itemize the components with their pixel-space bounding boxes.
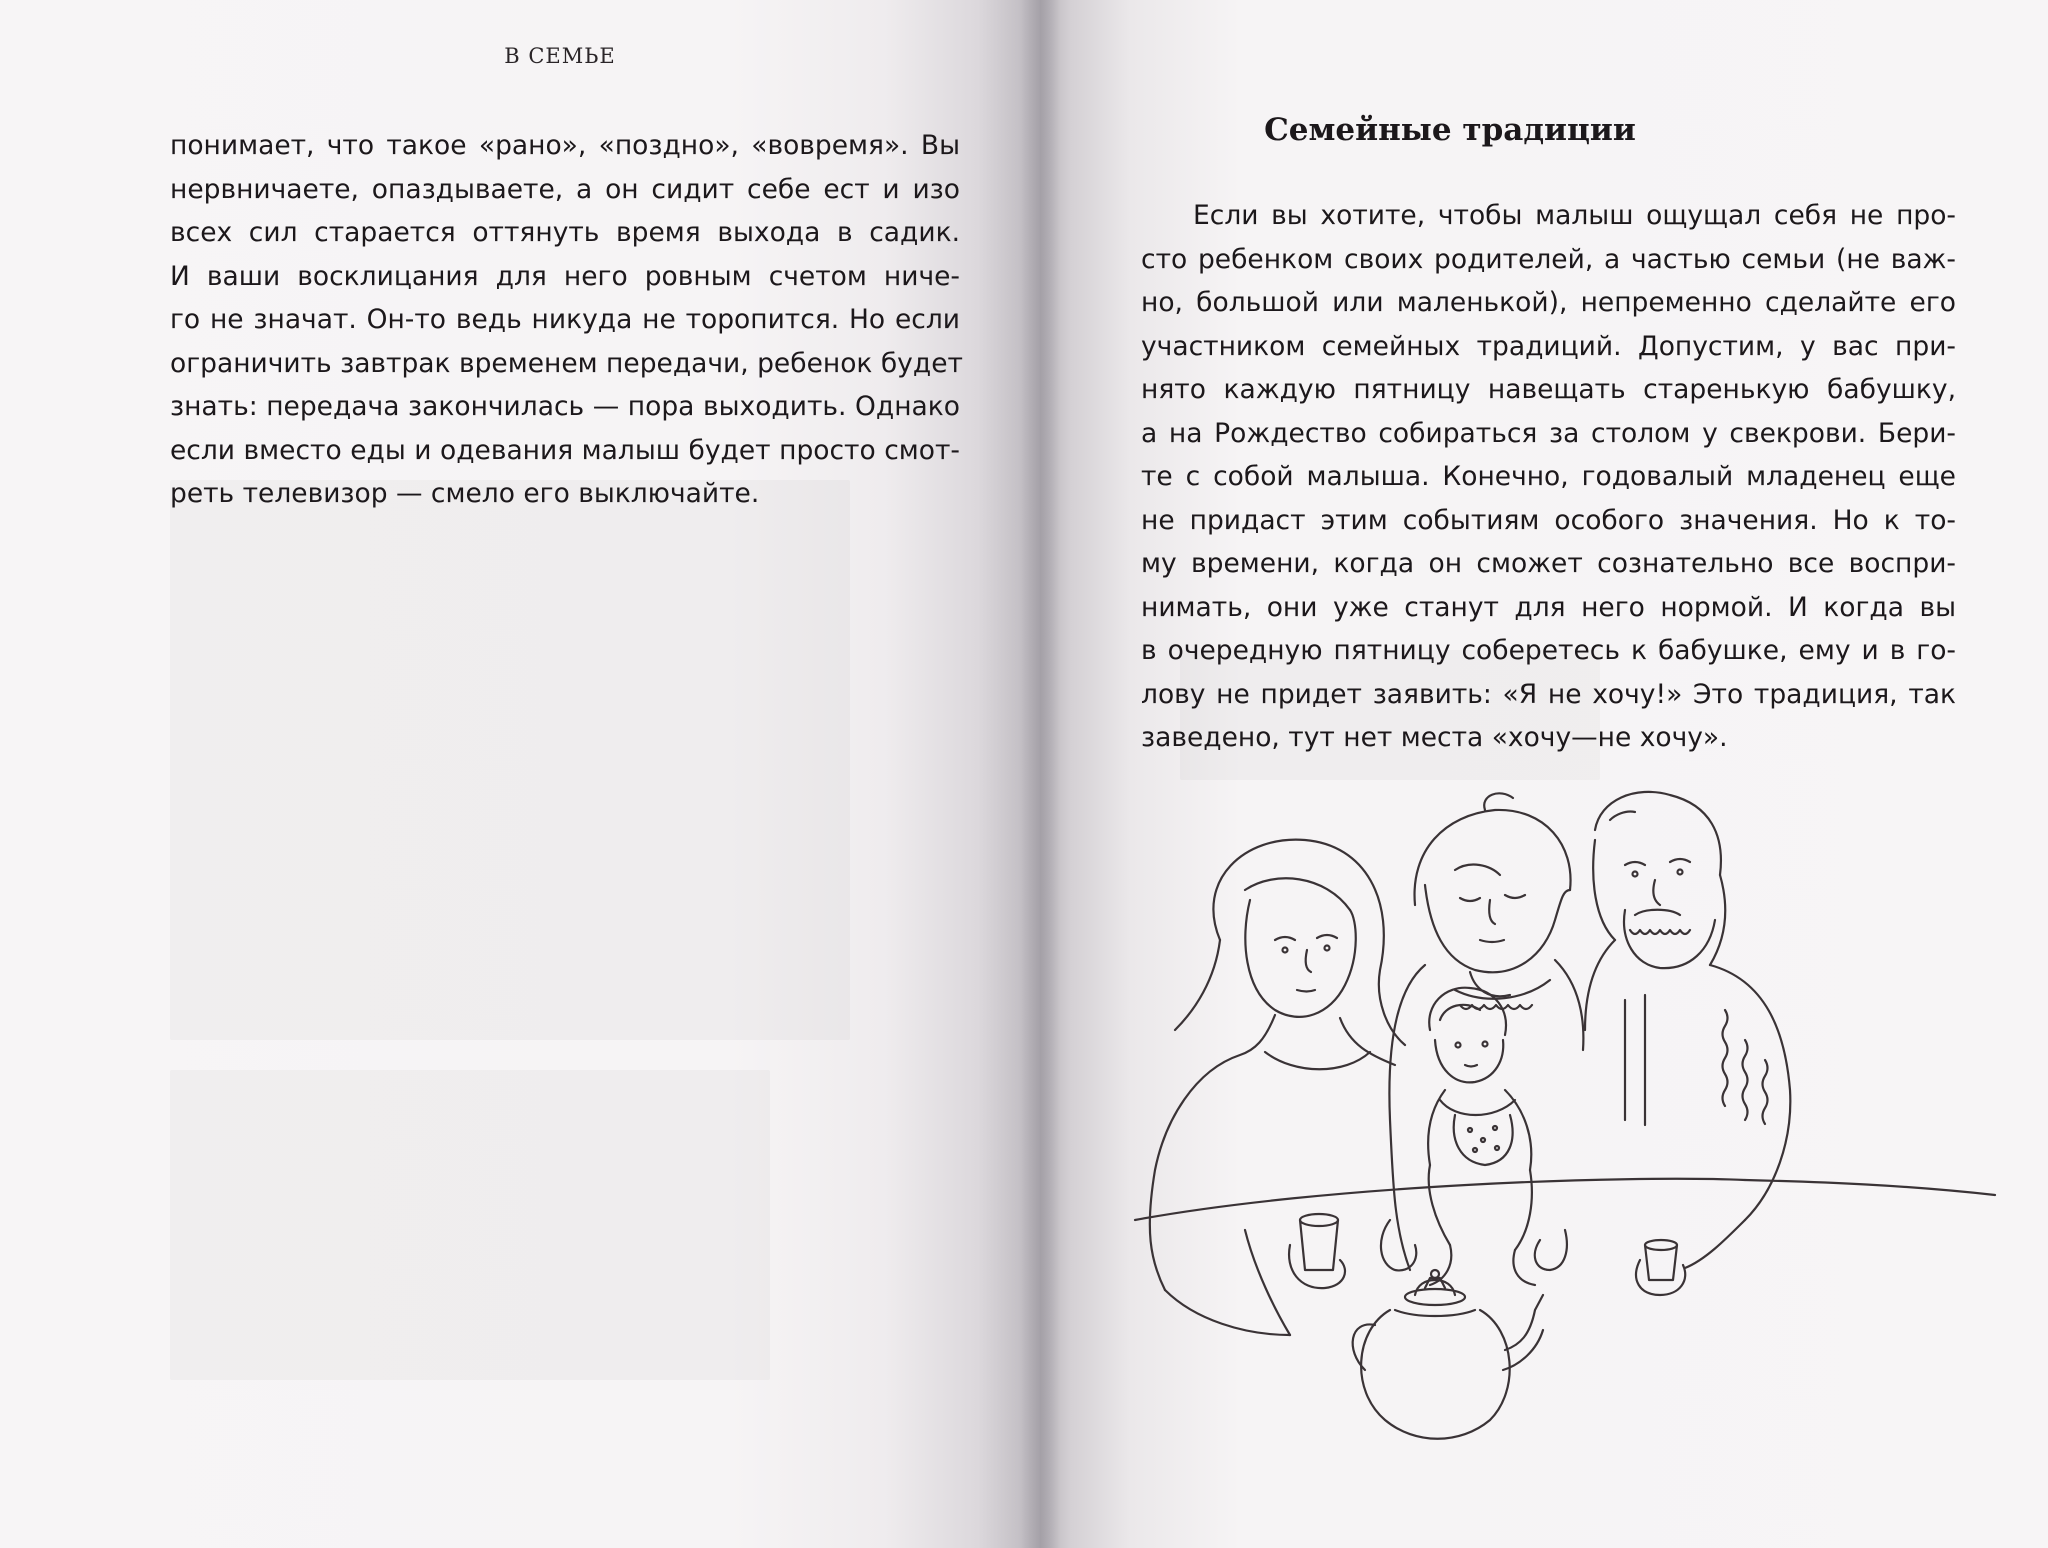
text-line: не придаст этим событиям особого значения. Но к то- — [1141, 504, 1956, 536]
text-line: го не значат. Он-то ведь никуда не торопится. Но если — [170, 304, 960, 335]
hand — [1535, 1230, 1567, 1270]
text-line: нервничаете, опаздываете, а он сидит себе ест и изо — [170, 173, 960, 205]
cup-icon — [1289, 1214, 1345, 1288]
book-gutter — [1020, 0, 1060, 1548]
text-line: понимает, что такое «рано», «поздно», «вовремя». Вы — [170, 130, 960, 161]
text-line: лову не придет заявить: «Я не хочу!» Это традиция, так — [1141, 678, 1956, 710]
text-line: но, большой или маленькой), непременно сделайте его — [1141, 287, 1956, 318]
grandfather-figure — [1585, 792, 1790, 1268]
text-line: если вместо еды и одевания малыш будет просто смот- — [170, 434, 960, 466]
text-line: И ваши восклицания для него ровным счетом ниче- — [170, 260, 960, 292]
section-title: Семейные традиции — [1264, 112, 1636, 148]
text-line: Если вы хотите, чтобы малыш ощущал себя не про- — [1193, 200, 1956, 231]
left-paragraph — [170, 124, 963, 516]
teapot-icon — [1353, 1270, 1543, 1439]
text-line: заведено, тут нет места «хочу—не хочу». — [1141, 722, 1728, 753]
grandmother-figure — [1389, 793, 1583, 1270]
text-line: знать: передача закончилась — пора выходить. Однако — [170, 391, 960, 422]
show-through-text — [170, 1070, 770, 1380]
child-figure — [1428, 988, 1535, 1285]
show-through-text — [170, 480, 850, 1040]
family-illustration — [1125, 790, 2005, 1470]
right-paragraph — [1141, 194, 1956, 760]
text-line: нято каждую пятницу навещать старенькую бабушку, — [1141, 374, 1956, 405]
text-line: реть телевизор — смело его выключайте. — [170, 478, 760, 509]
table-edge — [1745, 1180, 1995, 1195]
table-edge — [1135, 1179, 1745, 1220]
cup-icon — [1636, 1240, 1685, 1295]
text-line: нимать, они уже станут для него нормой. И когда вы — [1141, 591, 1956, 623]
running-head: В СЕМЬЕ — [504, 44, 616, 68]
text-line: ограничить завтрак временем передачи, ребенок будет — [170, 347, 963, 379]
text-line: в очередную пятницу соберетесь к бабушке, ему и в го- — [1141, 635, 1956, 666]
family-drawing — [1125, 790, 2005, 1470]
text-line: участником семейных традиций. Допустим, у вас при- — [1141, 330, 1956, 362]
text-line: те с собой малыша. Конечно, годовалый младенец еще — [1141, 461, 1956, 492]
text-line: а на Рождество собираться за столом у свекрови. Бери- — [1141, 417, 1956, 449]
text-line: сто ребенком своих родителей, а частью семьи (не важ- — [1141, 243, 1956, 275]
text-line: му времени, когда он сможет сознательно все воспри- — [1141, 548, 1956, 579]
mother-figure — [1150, 840, 1405, 1335]
text-line: всех сил старается оттянуть время выхода в садик. — [170, 217, 960, 248]
